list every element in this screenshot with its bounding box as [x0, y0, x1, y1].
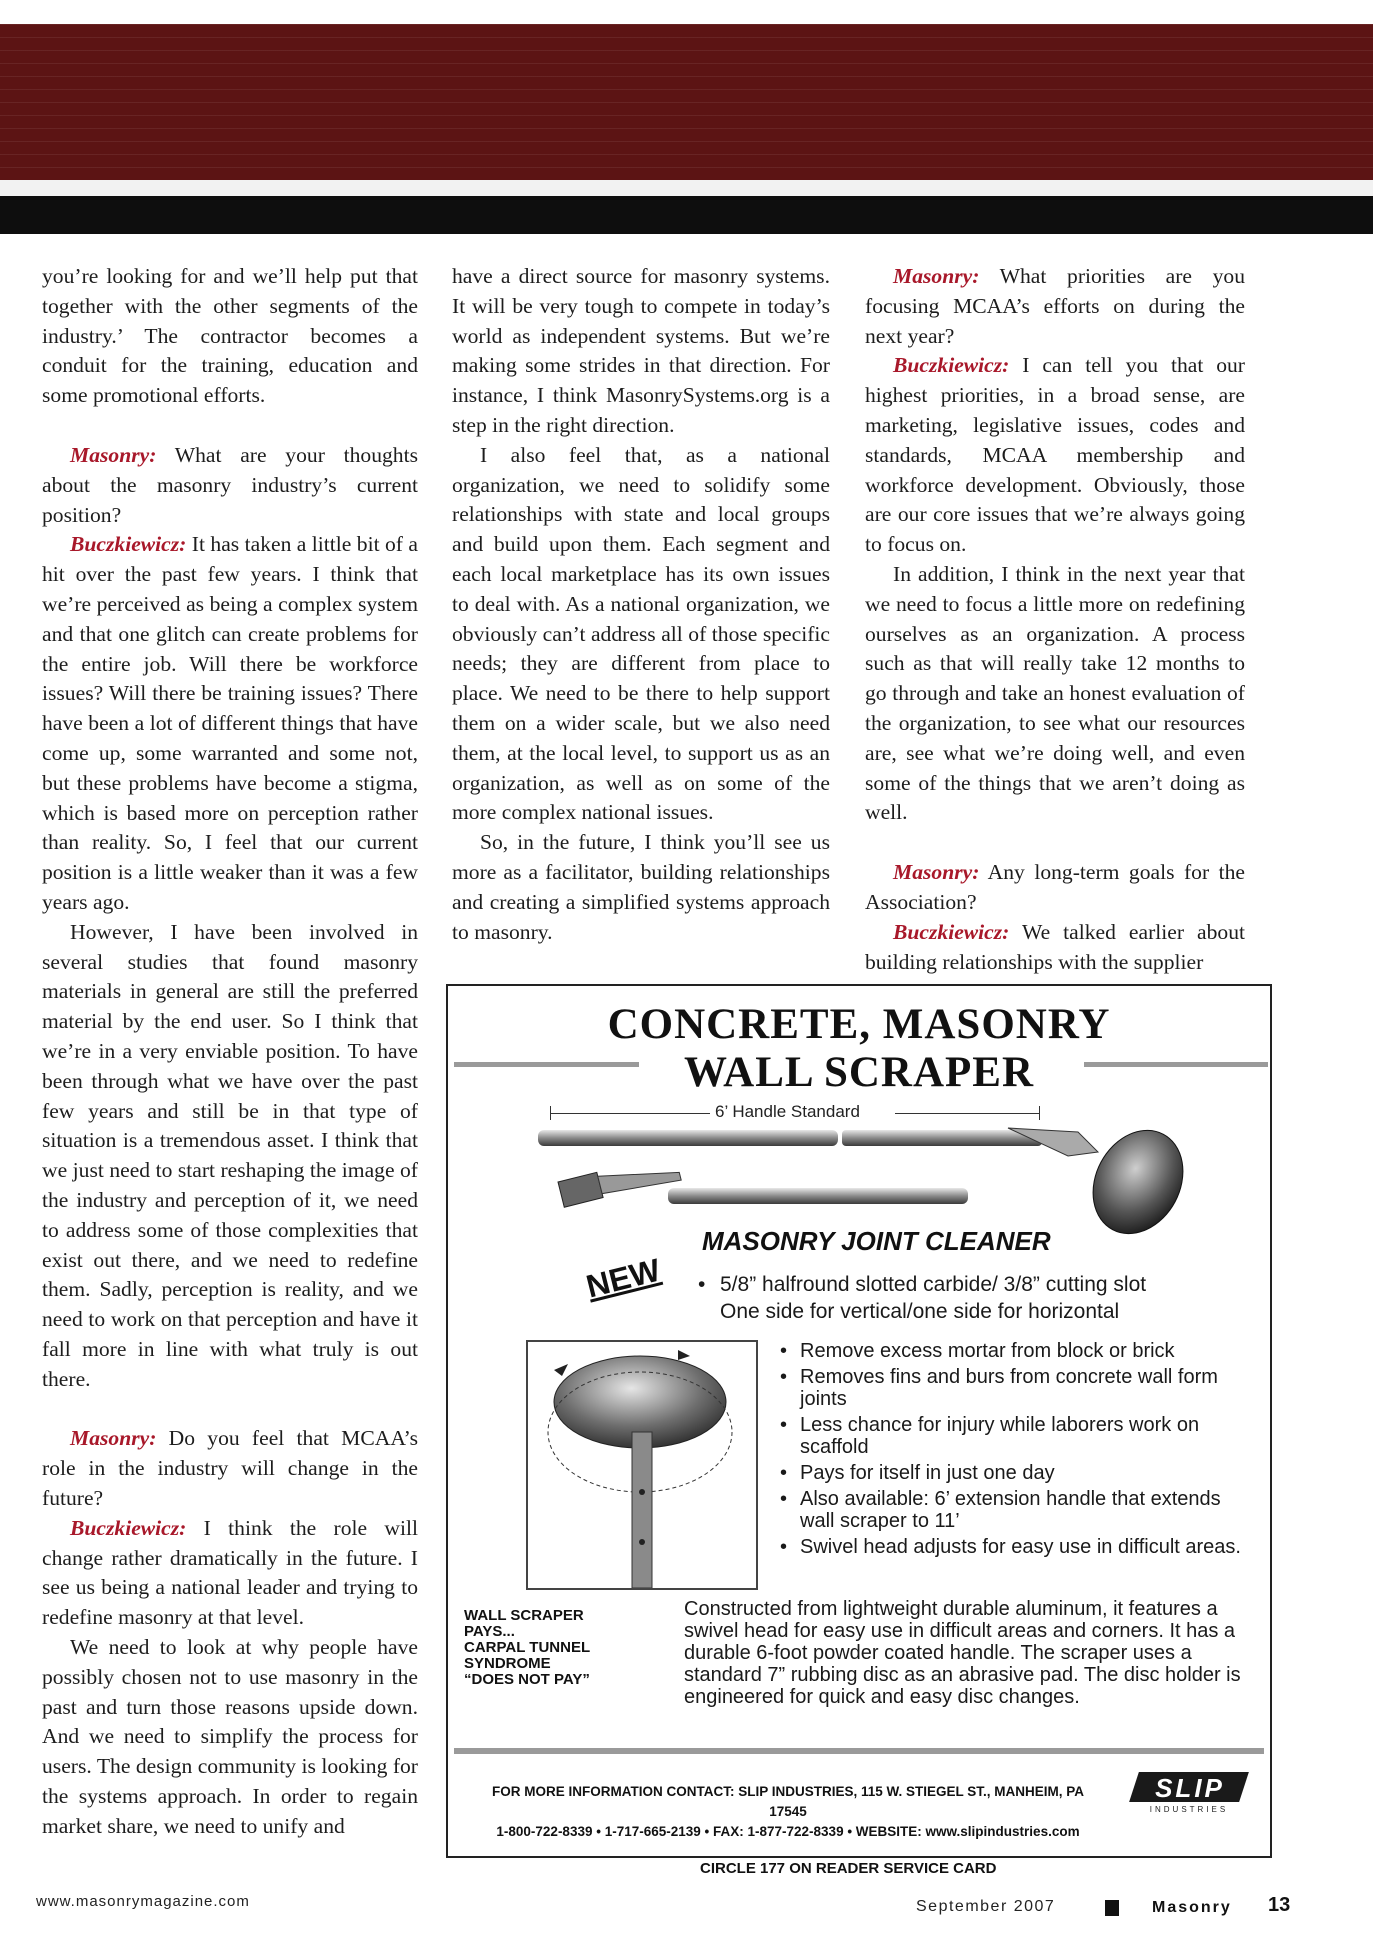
answer: [42, 1514, 418, 1633]
speaker-label: Buczkiewicz:: [70, 1515, 187, 1540]
pays-line: “DOES NOT PAY”: [464, 1671, 590, 1688]
question: [865, 262, 1245, 351]
logo-subtext: INDUSTRIES: [1149, 1805, 1229, 1814]
answer: [42, 530, 418, 917]
answer-text: I can tell you that our highest priorities, in a broad sense, are marketing, legislative issues, codes and standards, MCAA membership and workforce development. Obviously, those are our core issues that we’re always going to focus on.: [865, 353, 1245, 557]
speaker-label: Masonry:: [893, 860, 980, 885]
handle-label: 6’ Handle Standard: [715, 1102, 860, 1121]
pays-line: SYNDROME: [464, 1655, 551, 1672]
answer: [865, 918, 1245, 978]
speaker-label: Masonry:: [70, 1426, 157, 1451]
feature-item: • Swivel head adjusts for easy use in difficult areas.: [778, 1536, 1248, 1558]
header-black-bar: [0, 196, 1373, 234]
pays-line: WALL SCRAPER: [464, 1607, 584, 1624]
disc-scraper-image: [528, 1342, 756, 1588]
feature-item: • Less chance for injury while laborers work on scaffold: [778, 1414, 1248, 1458]
speaker-label: Buczkiewicz:: [893, 919, 1010, 944]
feature-item: • Pays for itself in just one day: [778, 1462, 1248, 1484]
answer-text: I think the role will change rather dramatically in the future. I see us being a national leader and trying to redefine masonry at that level.: [42, 1515, 418, 1630]
question-text: Any long-term goals for the Association?: [865, 860, 1245, 914]
footer-date: September 2007: [916, 1898, 1056, 1915]
question-text: Do you feel that MCAA’s role in the industry will change in the future?: [42, 1426, 418, 1511]
contact-info: [488, 1782, 1088, 1842]
handle-dimension: [550, 1102, 1040, 1121]
header-stripe: [0, 180, 1373, 196]
feature-item: • Also available: 6’ extension handle that extends wall scraper to 11’: [778, 1488, 1248, 1532]
article-column-2: [452, 262, 830, 947]
ad-description: Constructed from lightweight durable aluminum, it features a swivel head for easy use in difficult areas and corners. It has a durable 6-foot powder coated handle. The scraper uses a standard 7” rubbing disc as an abrasive pad. The disc holder is engineered for quick and easy disc changes.: [684, 1598, 1241, 1708]
pays-line: CARPAL TUNNEL: [464, 1639, 591, 1656]
advertisement: [446, 984, 1272, 1858]
feature-list: [778, 1340, 1248, 1562]
footer-square-icon: [1105, 1900, 1119, 1916]
footer-magazine-name: Masonry: [1152, 1899, 1232, 1916]
spec-line: One side for vertical/one side for horizontal: [720, 1300, 1120, 1323]
paragraph: have a direct source for masonry systems. It will be very tough to compete in today’s world as independent systems. But we’re making some strides in that direction. For instance, I think MasonrySystems.org is a step in the right direction.: [452, 264, 830, 437]
feature-item: • Removes fins and burs from concrete wall form joints: [778, 1366, 1248, 1410]
pays-callout: [464, 1608, 590, 1688]
speaker-label: Buczkiewicz:: [70, 532, 187, 557]
question: [865, 858, 1245, 918]
paragraph: In addition, I think in the next year that we need to focus a little more on redefining ourselves as an organization. A process such as that will really take 12 months to go through and take an honest evaluation of the organization, to see what our resources are, see what we’re doing well, and even some of the things that we aren’t doing as well.: [865, 561, 1245, 825]
footer-url: www.masonrymagazine.com: [36, 1893, 250, 1910]
reader-service-note: CIRCLE 177 ON READER SERVICE CARD: [700, 1860, 997, 1877]
speaker-label: Masonry:: [893, 264, 980, 288]
paragraph: you’re looking for and we’ll help put that together with the other segments of the industry.’ The contractor becomes a conduit for the training, education and some promotional efforts.: [42, 264, 418, 408]
answer-text: It has taken a little bit of a hit over the past few years. I think that we’re perceived as being a complex system and that one glitch can create problems for the entire job. Will there be workforce issues? Will there be training issues? There have been a lot of different things that have come up, some warranted and some not, but these problems have become a stigma, which is based more on perception rather than reality. So, I feel that our current position is a little weaker than it was a few years ago.: [42, 532, 418, 914]
product-photo: [526, 1340, 758, 1590]
question-text: What priorities are you focusing MCAA’s efforts on during the next year?: [865, 264, 1245, 348]
spec-line: • 5/8” halfround slotted carbide/ 3/8” cutting slot: [698, 1271, 1258, 1298]
answer: [865, 351, 1245, 560]
answer-text: We talked earlier about building relationships with the supplier: [865, 919, 1245, 974]
contact-line: 1-800-722-8339 • 1-717-665-2139 • FAX: 1-877-722-8339 • WEBSITE: www.slipindustries.com: [496, 1824, 1080, 1839]
slip-logo: [1134, 1772, 1244, 1822]
article-column-3: [865, 262, 1245, 977]
ad-title-line-2: WALL SCRAPER: [683, 1049, 1035, 1096]
header-banner: [0, 24, 1373, 184]
spec-block: [698, 1271, 1258, 1325]
ad-footer-rule: [454, 1748, 1264, 1754]
ad-subhead: MASONRY JOINT CLEANER: [702, 1226, 1051, 1256]
pays-line: PAYS...: [464, 1623, 515, 1640]
speaker-label: Masonry:: [70, 442, 157, 467]
ad-title-line-1: CONCRETE, MASONRY: [607, 1001, 1111, 1048]
feature-item: • Remove excess mortar from block or brick: [778, 1340, 1248, 1362]
new-badge: NEW: [582, 1251, 664, 1305]
paragraph: So, in the future, I think you’ll see us more as a facilitator, building relationships and creating a simplified systems approach to masonry.: [452, 830, 830, 944]
article-column-1: [42, 262, 418, 1842]
speaker-label: Buczkiewicz:: [893, 353, 1010, 378]
paragraph: However, I have been involved in several studies that found masonry materials in general are still the preferred material by the end user. So I think that we’re in a very enviable position. To have been through what we have over the past few years and still be in that type of situation is a tremendous asset. I think that we just need to start reshaping the image of the industry and perception of it, we need to address some of those complexities that exist out there, and we need to redefine them. Sadly, perception is reality, and we need to work on that perception and have it fall more in line with what truly is out there.: [42, 919, 418, 1391]
question: [42, 441, 418, 530]
question-text: What are your thoughts about the masonry industry’s current position?: [42, 442, 418, 527]
page-number: 13: [1268, 1894, 1291, 1916]
logo-text: SLIP: [1155, 1773, 1225, 1803]
contact-line: FOR MORE INFORMATION CONTACT: SLIP INDUSTRIES, 115 W. STIEGEL ST., MANHEIM, PA 17545: [491, 1784, 1085, 1819]
question: [42, 1424, 418, 1513]
paragraph: We need to look at why people have possibly chosen not to use masonry in the past and turn those reasons upside down. And we need to simplify the process for users. The design community is looking for the systems approach. In order to regain market share, we need to unify and: [42, 1635, 418, 1838]
paragraph: I also feel that, as a national organization, we need to solidify some relationships with state and local groups and build upon them. Each segment and each local marketplace has its own issues to deal with. As a national organization, we obviously can’t address all of those specific needs; they are different from place to place. We need to be there to help support them on a wider scale, but we also need them, at the local level, to support us as an organization, as well as on some of the more complex national issues.: [452, 442, 830, 825]
